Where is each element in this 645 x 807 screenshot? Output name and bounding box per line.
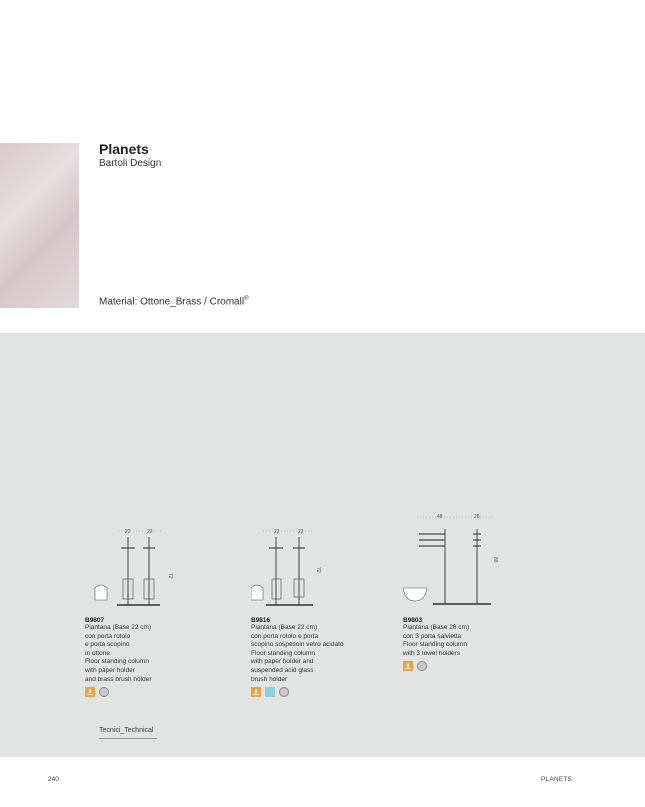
product-card-b9816[interactable]: [251, 505, 371, 697]
product-code: B9803: [403, 617, 423, 624]
technical-drawing-b9807: [85, 505, 180, 615]
material-label: Material: Ottone_Brass / Cromall: [99, 296, 245, 308]
dim-height: 72: [315, 567, 321, 573]
dim-width-2: 26: [474, 514, 480, 520]
technical-link[interactable]: Tecnici_Technical: [99, 727, 154, 734]
product-code: B9816: [251, 617, 271, 624]
dim-height: 72: [167, 573, 173, 579]
chrome-finish-icon: [417, 661, 427, 671]
section-name: PLANETS: [541, 776, 573, 783]
product-card-b9803[interactable]: [403, 505, 523, 671]
dim-width-2: 22: [298, 529, 304, 535]
product-family-title: Planets: [99, 141, 149, 157]
technical-drawing-b9816: [251, 505, 346, 615]
chrome-finish-icon: [279, 687, 289, 697]
download-icon[interactable]: [403, 661, 413, 671]
product-description: Piantana (Base 26 cm) con 3 porta salvietta Floor standing column with 3 towel holders: [403, 624, 470, 657]
download-icon[interactable]: [251, 687, 261, 697]
material-line: [99, 296, 248, 307]
dim-width-1: 22: [125, 529, 131, 535]
download-icon[interactable]: [85, 687, 95, 697]
dim-width-1: 22: [274, 529, 280, 535]
product-description: Piantana (Base 22 cm) con porta rotolo e porta scopino sospesoin vetro acidato Floor standing column with paper holder and suspended acid glass brush holder: [251, 624, 344, 683]
material-swatch-image: [0, 143, 79, 308]
dim-width-1: 48: [437, 514, 443, 520]
technical-underline: [99, 738, 157, 739]
product-code: B9807: [85, 617, 105, 624]
product-card-b9807[interactable]: [85, 505, 205, 697]
technical-drawing-b9803: [403, 505, 503, 615]
chrome-finish-icon: [99, 687, 109, 697]
acid-glass-icon: [265, 687, 275, 697]
dim-height: 88: [492, 557, 498, 563]
product-description: Piantana (Base 22 cm) con porta rotolo e porta scopino in ottone Floor standing column with paper holder and brass brush holder: [85, 624, 152, 683]
designer-name: Bartoli Design: [99, 158, 162, 169]
page-number: 240: [48, 776, 59, 783]
registered-mark: ®: [244, 296, 249, 302]
dim-width-2: 22: [147, 529, 153, 535]
